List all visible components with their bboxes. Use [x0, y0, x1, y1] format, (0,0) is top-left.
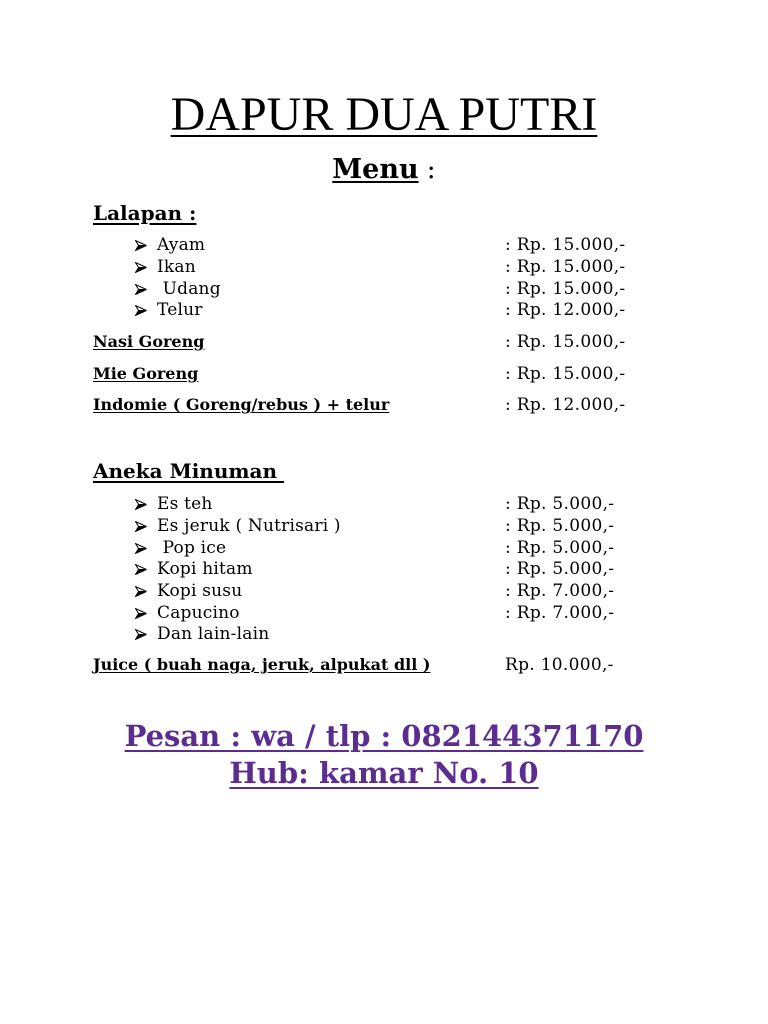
item-price: : Rp. 5.000,- [505, 494, 615, 514]
list-item [0, 580, 768, 602]
room-contact-line [0, 755, 768, 791]
section-heading-lalapan: Lalapan : [93, 201, 197, 225]
menu-heading [0, 154, 768, 186]
list-item [0, 493, 768, 515]
menu-heading-colon: : [426, 154, 436, 185]
item-price: : Rp. 15.000,- [505, 332, 626, 352]
item-name: Ikan [157, 257, 196, 277]
list-item [0, 515, 768, 537]
page-title [0, 87, 768, 143]
dish-name: Indomie ( Goreng/rebus ) + telur [93, 395, 390, 414]
arrow-bullet-icon [135, 608, 147, 619]
menu-row-mie-goreng [0, 363, 768, 385]
item-price: : Rp. 12.000,- [505, 300, 626, 320]
item-price: : Rp. 15.000,- [505, 235, 626, 255]
arrow-bullet-icon [135, 543, 147, 554]
item-name: Capucino [157, 603, 240, 623]
order-contact-text: Pesan : wa / tlp : 082144371170 [124, 719, 644, 753]
item-price: : Rp. 5.000,- [505, 538, 615, 558]
order-contact-line [0, 718, 768, 754]
item-price: : Rp. 5.000,- [505, 559, 615, 579]
item-name: Pop ice [157, 538, 227, 558]
arrow-bullet-icon [135, 564, 147, 575]
dish-name: Juice ( buah naga, jeruk, alpukat dll ) [93, 655, 431, 674]
room-contact-text: Hub: kamar No. 10 [229, 756, 539, 790]
item-name: Udang [157, 279, 221, 299]
item-name: Telur [157, 300, 203, 320]
item-name: Es jeruk ( Nutrisari ) [157, 516, 341, 536]
item-price: : Rp. 12.000,- [505, 395, 626, 415]
arrow-bullet-icon [135, 305, 147, 316]
arrow-bullet-icon [135, 499, 147, 510]
title-text: DAPUR DUA PUTRI [170, 88, 598, 141]
list-item [0, 602, 768, 624]
item-name: Kopi susu [157, 581, 243, 601]
menu-heading-word: Menu [332, 154, 419, 185]
item-price: : Rp. 15.000,- [505, 279, 626, 299]
arrow-bullet-icon [135, 240, 147, 251]
dish-name: Mie Goreng [93, 364, 199, 383]
item-price: : Rp. 15.000,- [505, 364, 626, 384]
item-name: Kopi hitam [157, 559, 253, 579]
arrow-bullet-icon [135, 586, 147, 597]
item-name: Dan lain-lain [157, 624, 270, 644]
item-price: : Rp. 5.000,- [505, 516, 615, 536]
arrow-bullet-icon [135, 629, 147, 640]
list-item [0, 278, 768, 300]
list-item [0, 299, 768, 321]
item-price: : Rp. 15.000,- [505, 257, 626, 277]
item-price: : Rp. 7.000,- [505, 581, 615, 601]
arrow-bullet-icon [135, 521, 147, 532]
menu-row-juice [0, 654, 768, 676]
menu-row-indomie [0, 394, 768, 416]
list-item [0, 256, 768, 278]
list-item [0, 537, 768, 559]
arrow-bullet-icon [135, 262, 147, 273]
list-item [0, 623, 768, 645]
item-name: Ayam [157, 235, 206, 255]
list-item [0, 234, 768, 256]
section-heading-minuman: Aneka Minuman [93, 459, 285, 483]
list-item [0, 558, 768, 580]
arrow-bullet-icon [135, 284, 147, 295]
item-price: Rp. 10.000,- [505, 655, 614, 675]
item-price: : Rp. 7.000,- [505, 603, 615, 623]
menu-row-nasi-goreng [0, 331, 768, 353]
dish-name: Nasi Goreng [93, 332, 205, 351]
item-name: Es teh [157, 494, 213, 514]
